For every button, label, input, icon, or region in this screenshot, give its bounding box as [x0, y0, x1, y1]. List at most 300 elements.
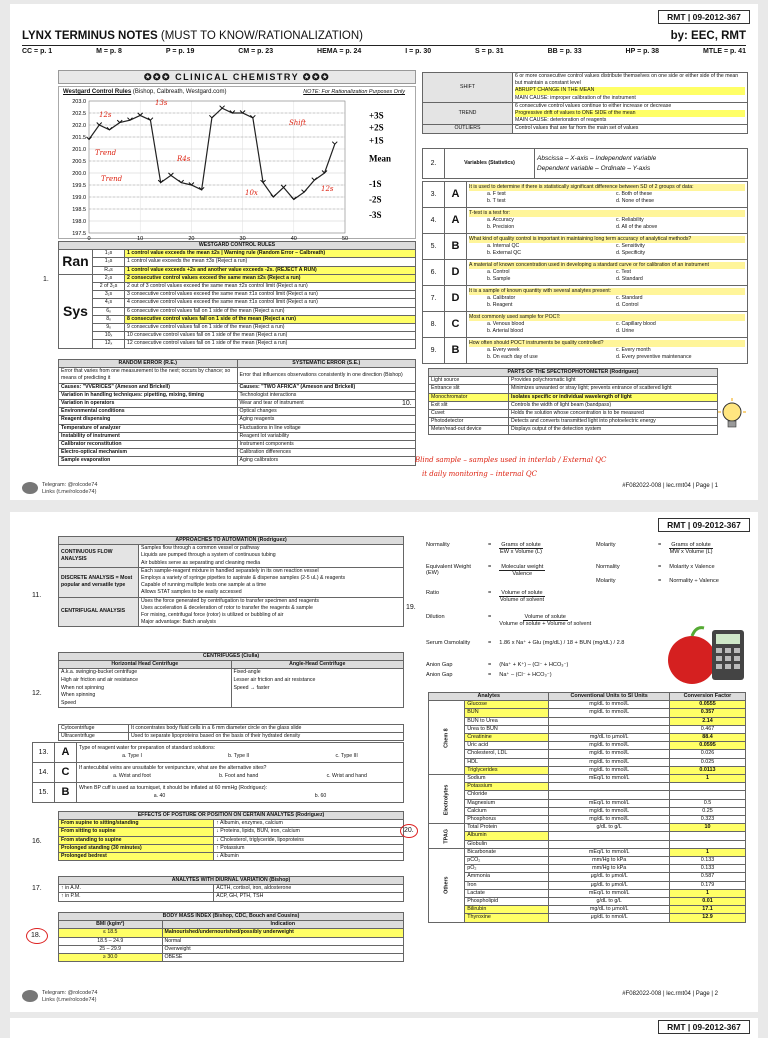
- denominator: Valence: [512, 571, 533, 577]
- rule-row: [59, 299, 416, 307]
- rule-code: 3₁s: [93, 291, 125, 299]
- posture-row: [59, 828, 404, 836]
- data-point: [168, 173, 173, 176]
- conversion-row: [429, 709, 746, 717]
- qc-def-item: 6 consecutive control values continue to either increase or decrease: [515, 102, 672, 109]
- handwritten-annotation: Trend: [95, 149, 117, 157]
- handwritten-note: Blind sample – samples used in interlab / External QC: [415, 456, 607, 464]
- analyte-name: Total Protein: [465, 824, 549, 832]
- spectro-row: [429, 401, 718, 409]
- numerator: Volume of solute: [501, 590, 543, 596]
- rule-text: 12 consecutive control values fall on 1 side of the mean (Reject a run): [125, 340, 416, 348]
- group-label: Chem 8: [429, 701, 465, 775]
- spectro-function: Isolates specific or individual wavelength of light: [509, 393, 718, 401]
- option: a. Type I: [122, 752, 142, 759]
- rule-text: 3 consecutive control values exceed the same mean ±1s control limit (Reject a run): [125, 291, 416, 299]
- diurnal-row: [59, 885, 404, 893]
- question-text: T-test is a test for:: [469, 210, 745, 217]
- angle-item: Speed → faster: [233, 684, 270, 691]
- mcq-row: [423, 338, 748, 364]
- question-number: 11.: [32, 592, 42, 599]
- conversion-row: [429, 750, 746, 758]
- telegram-icon: [22, 990, 38, 1002]
- answer-letter: B: [55, 783, 77, 803]
- equals-sign: =: [658, 542, 662, 548]
- question-number: 5.: [423, 234, 445, 260]
- westgard-chart-box: [58, 86, 416, 239]
- variables-table: [422, 148, 748, 179]
- posture-row: [59, 853, 404, 861]
- conversion-row: [429, 783, 746, 791]
- question-body: [77, 763, 404, 783]
- analyte-name: Sodium: [465, 775, 549, 783]
- question-number: 17.: [32, 885, 42, 892]
- telegram-icon: [22, 482, 38, 494]
- spectro-row: [429, 410, 718, 418]
- conversion-factor: 0.026: [669, 750, 745, 758]
- formula-label: Ratio: [426, 590, 440, 596]
- diurnal-time: ↑ in P.M.: [59, 893, 214, 901]
- rule-code: 12ₓ: [93, 340, 125, 348]
- group-label: Others: [429, 848, 465, 922]
- rule-code: 4₁s: [93, 299, 125, 307]
- random-label: Ran: [59, 250, 93, 275]
- automation-item: Air bubbles serve as separating and cleaning media: [141, 559, 261, 566]
- spectro-header: PARTS OF THE SPECTROPHOTOMETER (Rodriguez): [429, 369, 718, 377]
- rule-code: R₄s: [93, 266, 125, 274]
- horizontal-item: High air friction and air resistance: [61, 677, 138, 683]
- data-point: [302, 190, 307, 193]
- x-tick-label: 30: [239, 236, 246, 240]
- unit-conversion: mm/Hg to kPa: [549, 857, 669, 865]
- footer-page: #F082022-008 | lec.rmt04 | Page | 2: [622, 991, 718, 997]
- option: a. Control: [487, 268, 510, 275]
- formula-label: Normality: [596, 564, 620, 570]
- handwritten-annotation: 10x: [245, 189, 258, 197]
- random-cause: Environmental conditions: [59, 408, 238, 416]
- page-code: RMT | 09-2012-367: [658, 10, 750, 24]
- bmi-col: BMI (kg/m²): [59, 921, 163, 929]
- question-body: [467, 234, 748, 260]
- bmi-range: 18.5 – 24.9: [59, 937, 163, 945]
- option: c. Test: [616, 268, 631, 275]
- option: c. Standard: [616, 294, 643, 301]
- question-text: It is a sample of known quantity with several analytes present:: [469, 288, 745, 295]
- page-ref: MTLE = p. 41: [702, 48, 746, 55]
- posture-effect: ↓ Proteins, lipids, BUN, iron, calcium: [214, 828, 404, 836]
- posture-change: Prolonged standing (30 minutes): [59, 844, 214, 852]
- y-tick-label: 201.5: [72, 135, 86, 141]
- question-body: [467, 312, 748, 338]
- spectrophotometer-table: [428, 368, 718, 435]
- spectro-row: [429, 418, 718, 426]
- question-text: Most commonly used sample for POCT:: [469, 314, 745, 321]
- posture-row: [59, 844, 404, 852]
- conversion-factor: 0.179: [669, 881, 745, 889]
- sd-label: +2S: [369, 122, 384, 133]
- x-tick-label: 10: [137, 236, 144, 240]
- posture-change: From standing to supine: [59, 836, 214, 844]
- unit-conversion: mEq/L to mmol/L: [549, 889, 669, 897]
- handwritten-note: it daily monitoring – internal QC: [422, 470, 538, 478]
- cause-row: [59, 391, 416, 399]
- question-text: When BP cuff is used as tourniquet, it should be inflated at 60 mmHg (Rodriguez):: [79, 785, 268, 792]
- rule-text: 1 control value exceeds the mean ±3s (Reject a run): [125, 258, 416, 266]
- spectro-function: Controls the width of light beam (bandpass): [509, 401, 718, 409]
- conversion-factor: 0.0555: [669, 701, 745, 709]
- x-tick-label: 20: [188, 236, 195, 240]
- numerator: (Na⁺ + K⁺) – (Cl⁻ + HCO₃⁻): [499, 662, 569, 668]
- analyte-name: Glucose: [465, 701, 549, 709]
- y-tick-label: 198.5: [72, 207, 86, 213]
- analyte-name: Cholesterol, LDL: [465, 750, 549, 758]
- conversion-row: [429, 701, 746, 709]
- sd-label: -2S: [369, 194, 382, 205]
- apple-calculator-icon: [664, 620, 750, 690]
- option: c. Sensitivity: [616, 242, 645, 249]
- y-tick-label: 200.5: [72, 159, 86, 165]
- question-body: [467, 286, 748, 312]
- group-label: Electrolytes: [429, 775, 465, 824]
- data-point: [271, 195, 276, 198]
- random-cause: Instability of instrument: [59, 432, 238, 440]
- unit-conversion: mg/dL to μmol/L: [549, 734, 669, 742]
- question-number: 20.: [404, 827, 414, 834]
- unit-conversion: [549, 840, 669, 848]
- horizontal-item: When spinning: [61, 692, 96, 699]
- horizontal-head-header: Horizontal Head Centrifuge: [59, 661, 232, 669]
- spectro-row: [429, 377, 718, 385]
- angle-item: Fixed-angle: [233, 669, 261, 676]
- doc-title: LYNX TERMINUS NOTES (MUST TO KNOW/RATIONALIZATION): [22, 30, 363, 42]
- unit-conversion: μg/dL to nmol/L: [549, 914, 669, 922]
- automation-item: For mixing, centrifugal force (rotor) is utilized or bubbling of air: [141, 612, 284, 619]
- option: b. T test: [487, 198, 506, 205]
- unit-conversion: [549, 783, 669, 791]
- qc-def-label: TREND: [423, 102, 513, 125]
- answer-letter: A: [445, 208, 467, 234]
- special-centrifuge-table: [58, 724, 404, 741]
- posture-effect: ↓ Cholesterol, triglyceride, lipoproteins: [214, 836, 404, 844]
- numerator: Molecular weight: [501, 564, 544, 570]
- option: d. Standard: [616, 276, 643, 283]
- random-cause: Sample evaporation: [59, 457, 238, 465]
- question-number: 19.: [406, 604, 416, 611]
- centrifuge-name: Cytocentrifuge: [59, 725, 129, 733]
- posture-change: From sitting to supine: [59, 828, 214, 836]
- data-point: [332, 142, 337, 145]
- page-index: [22, 48, 746, 60]
- option: b. Sample: [487, 276, 511, 283]
- conversion-factor: 0.25: [669, 807, 745, 815]
- rule-text: 10 consecutive control values fall on 1 side of the mean (Reject a run): [125, 332, 416, 340]
- automation-item: Each sample-reagent mixture in handled separately in its own reaction vessel: [141, 567, 319, 574]
- question-text: Type of reagent water for preparation of standard solutions:: [79, 745, 216, 752]
- analyte-name: Chloride: [465, 791, 549, 799]
- posture-effect: ↑ Albumin, enzymes, calcium: [214, 820, 404, 828]
- bmi-header: BODY MASS INDEX (Bishop, CDC, Bouch and Cousins): [59, 913, 404, 921]
- page-ref: M = p. 8: [96, 48, 122, 55]
- automation-row: [59, 567, 404, 597]
- formula-label: Dilution: [426, 614, 445, 620]
- answer-letter: B: [445, 338, 467, 364]
- conversion-row: [429, 766, 746, 774]
- spectro-function: Displays output of the detection system: [509, 426, 718, 434]
- spectro-function: Detects and converts transmitted light into photoelectric energy: [509, 418, 718, 426]
- bmi-range: ≥ 30.0: [59, 954, 163, 962]
- analyte-name: Phospholipid: [465, 898, 549, 906]
- automation-item: Capable of running multiple tests one sample at a time: [141, 582, 267, 589]
- unit-conversion: mm/Hg to kPa: [549, 865, 669, 873]
- page-ref: BB = p. 33: [547, 48, 582, 55]
- formula-label: Anion Gap: [426, 672, 453, 678]
- qc-def-label: SHIFT: [423, 73, 513, 103]
- x-tick-label: 40: [290, 236, 297, 240]
- option: a. Every week: [487, 346, 520, 353]
- option: c. Every month: [616, 346, 651, 353]
- unit-conversion: mg/dL to mmol/L: [549, 758, 669, 766]
- question-number: 12.: [32, 690, 42, 697]
- conversion-factor: 0.133: [669, 865, 745, 873]
- analyte-name: pCO₂: [465, 857, 549, 865]
- unit-conversion: g/dL to g/L: [549, 898, 669, 906]
- rule-row: [59, 332, 416, 340]
- qc-def-label: OUTLIERS: [423, 125, 513, 133]
- conversion-factor: 0.01: [669, 898, 745, 906]
- handwritten-annotation: Trend: [101, 175, 123, 183]
- page-ref: HEMA = p. 24: [317, 48, 362, 55]
- footer-telegram: Telegram: @rolcode74 Links (t.me/rolcode74): [22, 990, 97, 1004]
- bmi-indication: Normal: [162, 937, 404, 945]
- formula-label: Normality: [426, 542, 450, 548]
- spectro-part: Meter/read-out device: [429, 426, 509, 434]
- diurnal-time: ↑ in A.M.: [59, 885, 214, 893]
- conversion-row: [429, 758, 746, 766]
- page-code: RMT | 09-2012-367: [658, 518, 750, 532]
- question-number: 3.: [423, 182, 445, 208]
- y-tick-label: 202.5: [72, 111, 86, 117]
- equals-sign: =: [488, 542, 492, 548]
- formula-label: Equivalent Weight (EW): [426, 564, 471, 576]
- analyte-name: Creatinine: [465, 734, 549, 742]
- bmi-indication: Overweight: [162, 945, 404, 953]
- page-3: [10, 1018, 758, 1038]
- x-tick-label: 0: [87, 236, 91, 240]
- qc-def-item: ABRUPT CHANGE IN THE MEAN: [515, 87, 745, 94]
- unit-conversion: mEq/L to mmol/L: [549, 848, 669, 856]
- formula-expression: [499, 564, 545, 577]
- centrifuge-table: [58, 652, 404, 708]
- page-ref: I = p. 30: [405, 48, 432, 55]
- conversion-row: [429, 898, 746, 906]
- analyte-name: pO₂: [465, 865, 549, 873]
- formula-label: Molarity: [596, 542, 616, 548]
- qc-def-item: Control values that are far from the main set of values: [515, 125, 639, 132]
- bmi-indication: Malnourished/undernourished/possibly underweight: [162, 929, 404, 937]
- x-tick-label: 50: [341, 236, 349, 240]
- spectro-function: Holds the solution whose concentration is to be measured: [509, 410, 718, 418]
- options: [469, 347, 745, 361]
- error-table: [58, 359, 416, 466]
- qc-definitions-table: [422, 72, 748, 134]
- data-point: [220, 106, 225, 109]
- y-tick-label: 202.0: [72, 123, 86, 129]
- systematic-cause: Aging reagents: [237, 416, 416, 424]
- question-number: 2.: [423, 149, 445, 179]
- formula-expression: [499, 614, 591, 627]
- conversion-row: [429, 734, 746, 742]
- handwritten-annotation: 13s: [155, 99, 168, 107]
- automation-item: Uses acceleration & deceleration of rotor to transfer the reagents & sample: [141, 604, 313, 611]
- unit-conversion: mg/dL to mmol/L: [549, 807, 669, 815]
- systematic-causes-title: Causes: "TWO AFRICA" (Ameson and Brickell): [237, 383, 416, 391]
- rule-row: [59, 283, 416, 291]
- spectro-part: Photodetector: [429, 418, 509, 426]
- automation-item: Major advantage: Batch analysis: [141, 619, 216, 626]
- numerator: 1.86 x Na⁺ + Glu (mg/dL) / 18 + BUN (mg/dL) / 2.8: [499, 640, 625, 646]
- rule-code: 10ₓ: [93, 332, 125, 340]
- formula-label: Anion Gap: [426, 662, 453, 668]
- westgard-chart: [59, 95, 415, 240]
- option: c. Reliability: [616, 216, 644, 223]
- answer-letter: A: [445, 182, 467, 208]
- rule-row: [59, 250, 416, 258]
- mcq-row: [423, 260, 748, 286]
- answer-letter: C: [445, 312, 467, 338]
- automation-header: APPROACHES TO AUTOMATION (Rodriguez): [59, 537, 404, 545]
- rule-text: 2 out of 3 control values exceed the same mean ±2s control limit (Reject a run): [125, 283, 416, 291]
- conversion-row: [429, 791, 746, 799]
- y-tick-label: 200.0: [72, 171, 86, 177]
- systematic-cause: Aging calibrators: [237, 457, 416, 465]
- options: [469, 321, 745, 335]
- unit-conversion: mg/dL to μmol/L: [549, 906, 669, 914]
- equals-sign: =: [488, 564, 492, 570]
- options: [79, 753, 401, 760]
- systematic-cause: Reagent lot variability: [237, 432, 416, 440]
- rule-row: [59, 291, 416, 299]
- conversion-table: [428, 692, 746, 923]
- formula-expression: [499, 640, 624, 646]
- formula-expression: [669, 542, 712, 555]
- formula-expression: [499, 542, 542, 555]
- conversion-row: [429, 848, 746, 856]
- random-error-def: Error that varies from one measurement to the next; occurs by chance; so means of predicting it: [59, 368, 238, 383]
- conversion-factor: 1: [669, 889, 745, 897]
- factor-col: Conversion Factor: [669, 693, 745, 701]
- question-number: 7.: [423, 286, 445, 312]
- conversion-row: [429, 824, 746, 832]
- automation-label: CONTINUOUS FLOW ANALYSIS: [59, 545, 139, 568]
- option: c. Both of these: [616, 190, 653, 197]
- qc-def-item: MAIN CAUSE: deterioration of reagents: [515, 117, 607, 124]
- question-text: It is used to determine if there is statistically significant difference between SD of 2 groups of data:: [469, 184, 745, 191]
- conversion-row: [429, 881, 746, 889]
- question-number: 10.: [402, 400, 412, 407]
- conversion-factor: [669, 791, 745, 799]
- qc-def-text: [513, 102, 748, 125]
- equals-sign: =: [488, 590, 492, 596]
- rule-text: 4 consecutive control values exceed the same mean ±1s control limit (Reject a run): [125, 299, 416, 307]
- sd-label: -1S: [369, 178, 382, 189]
- conversion-factor: 88.4: [669, 734, 745, 742]
- question-text: A material of known concentration used in developing a standard curve or for calibration of an instrument: [469, 262, 745, 269]
- rule-code: 2₂s: [93, 274, 125, 282]
- conversion-factor: 0.0595: [669, 742, 745, 750]
- spectro-part: Monochromator: [429, 393, 509, 401]
- conversion-factor: 17.1: [669, 906, 745, 914]
- option: b. Arterial blood: [487, 328, 524, 335]
- conversion-row: [429, 889, 746, 897]
- spectro-function: Minimizes unwanted or stray light; prevents entrance of scattered light: [509, 385, 718, 393]
- posture-header: EFFECTS OF POSTURE OR POSITION ON CERTAIN ANALYTES (Rodriguez): [59, 812, 404, 820]
- numerator: Molarity x Valence: [669, 564, 715, 570]
- y-tick-label: 197.5: [72, 231, 86, 237]
- systematic-cause: Instrument components: [237, 441, 416, 449]
- unit-conversion: mg/dL to mmol/L: [549, 742, 669, 750]
- unit-conversion: mg/dL to mmol/L: [549, 816, 669, 824]
- numerator: Volume of solute: [524, 614, 566, 620]
- angle-item: Lesser air friction and air resistance: [233, 677, 316, 683]
- diurnal-table: [58, 876, 404, 902]
- qc-def-text: [513, 73, 748, 103]
- unit-conversion: mg/dL to mmol/L: [549, 750, 669, 758]
- sd-label: +3S: [369, 110, 384, 121]
- page-ref: P = p. 19: [165, 48, 195, 55]
- horizontal-item: A.k.a. swinging-bucket centrifuge: [61, 669, 138, 676]
- unit-conversion: [549, 725, 669, 733]
- handwritten-annotation: R4s: [177, 155, 191, 163]
- cause-row: [59, 441, 416, 449]
- automation-item: Employs a variety of syringe pipettes to aspirate & dispense samples (2-5 uL) & reagents: [141, 575, 346, 582]
- qc-def-row: [423, 73, 748, 103]
- question-body: [467, 182, 748, 208]
- option: a. Calibrator: [487, 294, 516, 301]
- question-number: 13.: [33, 743, 55, 763]
- diurnal-analytes: ACTH, cortisol, iron, aldosterone: [214, 885, 404, 893]
- y-tick-label: 201.0: [72, 147, 86, 153]
- centrifuge-desc: It concentrates body fluid cells in a 6 mm diameter circle on the glass slide: [129, 725, 404, 733]
- page-ref: CM = p. 23: [238, 48, 274, 55]
- random-cause: Variation in operators: [59, 400, 238, 408]
- mcq-table: [422, 181, 748, 364]
- options: [469, 295, 745, 309]
- page-ref: CC = p. 1: [22, 48, 53, 55]
- formula-label: Serum Osmolality: [426, 640, 471, 646]
- data-point: [97, 123, 102, 126]
- mcq-row: [423, 286, 748, 312]
- formula-expression: [499, 672, 551, 678]
- equals-sign: =: [488, 662, 492, 668]
- question-number: 6.: [423, 260, 445, 286]
- question-body: [467, 260, 748, 286]
- equals-sign: =: [658, 578, 662, 584]
- bmi-row: [59, 954, 404, 962]
- analyte-name: Bicarbonate: [465, 848, 549, 856]
- diurnal-analytes: ACP, GH, PTH, TSH: [214, 893, 404, 901]
- cause-row: [59, 400, 416, 408]
- qc-def-item: MAIN CAUSE: improper calibration of the instrument: [515, 94, 636, 101]
- equals-sign: =: [488, 640, 492, 646]
- question-number: 16.: [32, 838, 42, 845]
- formula-row: [596, 542, 746, 555]
- ordinate-text: Dependent variable – Ordinate – Y-axis: [537, 164, 651, 172]
- automation-item: Allows STAT samples to be easily accessed: [141, 589, 242, 596]
- conversion-row: [429, 816, 746, 824]
- spectro-part: Entrance slit: [429, 385, 509, 393]
- bmi-range: ≤ 18.5: [59, 929, 163, 937]
- y-tick-label: 198.0: [72, 219, 86, 225]
